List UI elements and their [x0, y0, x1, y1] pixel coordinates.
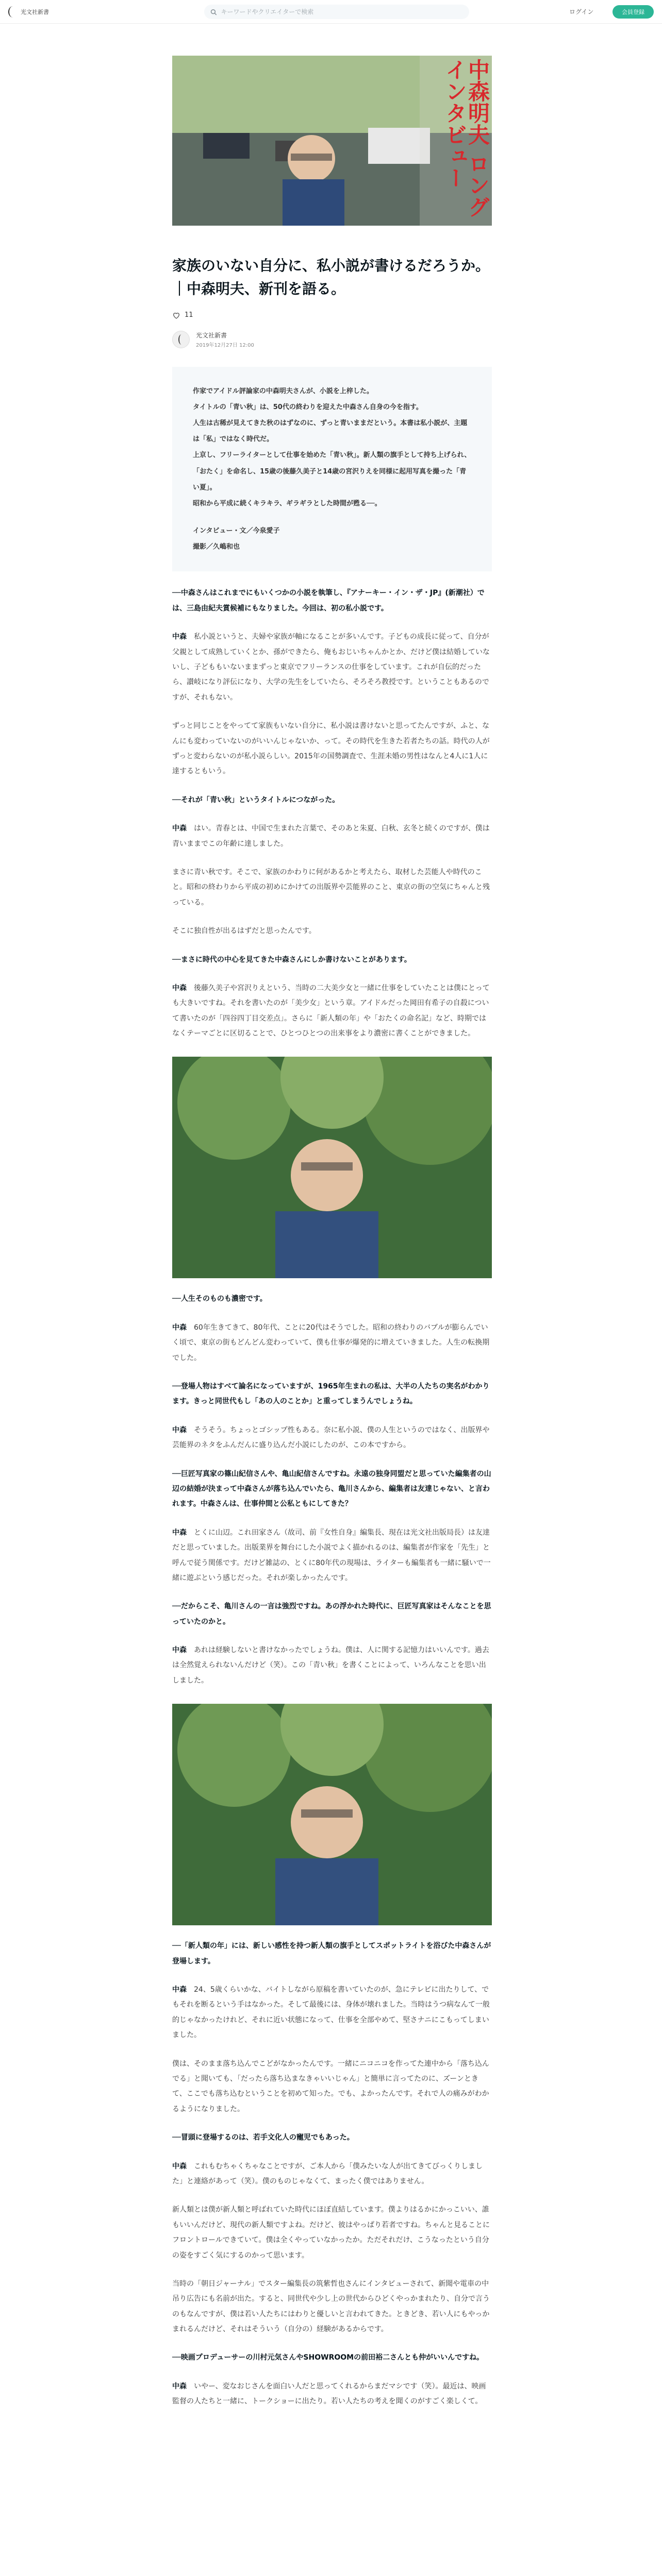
lead-line: タイトルの「青い秋」は、50代の終わりを迎えた中森さん自身の今を指す。 — [193, 403, 423, 411]
article — [172, 56, 492, 2410]
search-bar[interactable] — [204, 5, 469, 19]
interview-question — [172, 1939, 492, 1969]
interview-question — [172, 586, 492, 616]
interview-answer — [172, 630, 492, 705]
interview-answer — [172, 2379, 492, 2410]
block-text: 私小説というと、夫婦や家族が軸になることが多いんです。子どもの成長に従って、自分が父親として成熟していくとか、孫ができたら、俺もおじいちゃんかとか、だけど僕は結婚していないし、子どももいないままずっと東京でフリーランスの仕事をしています。これが自伝的だったら、讃岐になり評伝になり、大学の先生をしていたら、そろそろ教授です。ということもあるのですが、それもない。 — [172, 633, 490, 702]
interview-answer — [172, 1982, 492, 2043]
interview-answer — [172, 1643, 492, 1688]
lead-line: 人生は古稀が見えてきた秋のはずなのに、ずっと青いままだという。本書は私小説が、主題は「私」ではなく時代だ。 — [193, 419, 468, 444]
interview-answer — [172, 2057, 492, 2117]
login-link[interactable]: ログイン — [569, 8, 594, 15]
top-bar — [0, 0, 662, 24]
article-title: 家族のいない自分に、私小説が書けるだろうか。｜中森明夫、新刊を語る。 — [172, 257, 490, 297]
interview-answer — [172, 1526, 492, 1586]
interview-answer — [172, 2159, 492, 2190]
interview-answer — [172, 865, 492, 910]
speaker-name: 中森 — [172, 2162, 187, 2171]
block-text: 60年生きてきて、80年代、ことに20代はそうでした。昭和の終わりのバブルが膨らんでいく頃で、東京の街もどんどん変わっていて、僕も仕事が爆発的に増えていきました。人生の転換期でした。 — [172, 1323, 490, 1362]
brand-name: 光文社新書 — [21, 8, 49, 15]
interview-question — [172, 1599, 492, 1630]
interview-answer — [172, 719, 492, 779]
block-text: 後藤久美子や宮沢りえという、当時の二大美少女と一緒に仕事をしていたことは僕にとっても大きいですね。それを書いたのが「美少女」という章。アイドルだった岡田有希子の自殺について書いたのが「四谷四丁目交差点」。さらに「新人類の年」や「おたくの命名記」など、時期ではなくテーマごとに区切ることで、ひとつひとつの出来事をより濃密に書くことができました。 — [172, 984, 490, 1038]
lead-credit-photo: 撮影／久嶋和也 — [193, 543, 240, 551]
block-text: ──巨匠写真家の篠山紀信さんや、亀山紀信さんですね。永遠の独身同盟だと思っていた編集者の山辺の結婚が決まって中森さんが落ち込んでいたら、亀川さんから、編集者は友達じゃない、と言われます。中森さんは、仕事仲間と公私ともにしてきた？ — [172, 1469, 491, 1509]
block-text: 僕は、そのまま落ち込んでこどがなかったんです。一緒にニコニコを作ってた連中から「落ち込んでる」と聞いても、「だったら落ち込まなきゃいいじゃん」と簡単に言ってたのに、ズーンときて、ここでも落ち込むということを初めて知った。でも、よかったんです。それで人の痛みがわかるようになりました。 — [172, 2059, 489, 2113]
brand-logo[interactable] — [8, 6, 49, 18]
interview-question — [172, 1467, 492, 1512]
search-icon — [210, 9, 217, 15]
brand-mark-icon — [8, 6, 18, 18]
block-text: ──まさに時代の中心を見てきた中森さんにしか書けないことがあります。 — [172, 955, 411, 964]
block-text: ──だからこそ、亀川さんの一言は強烈ですね。あの浮かれた時代に、巨匠写真家はそんなことを思っていたのかと。 — [172, 1602, 491, 1626]
register-button[interactable]: 会員登録 — [613, 5, 654, 19]
interview-question — [172, 1379, 492, 1410]
article-body — [172, 586, 492, 2409]
heart-icon[interactable] — [172, 311, 180, 319]
interview-question — [172, 2130, 492, 2145]
block-text: ──登場人物はすべて論名になっていますが、1965年生まれの私は、大半の人たちの実名がわかります。きっと同世代もし「あの人のことか」と重ってしまうんでしょうね。 — [172, 1382, 490, 1406]
speaker-name: 中森 — [172, 633, 187, 641]
block-text: ──冒頭に登場するのは、若手文化人の寵児でもあった。 — [172, 2133, 354, 2142]
block-text: ずっと同じことをやってて家族もいない自分に、私小説は書けないと思ってたんですが、ふと、なんにも変わっていないのがいいんじゃないか、って。その時代を生きた若者たちの話。時代の人がずっと変わらないのが私小説らしい。2015年の国勢調査で、生涯未婚の男性はなんと4人に1人に達するともいう。 — [172, 722, 490, 776]
interview-answer — [172, 821, 492, 852]
interview-question — [172, 793, 492, 808]
block-text: いやー、変なおじさんを面白い人だと思ってくれるからまだマシです（笑）。最近は、映画監督の人たちと一緒に、トークショーに出たり。若い人たちの考えを聞くのがすごく楽しくて。 — [172, 2382, 486, 2406]
block-text: そこに独自性が出るはずだと思ったんです。 — [172, 927, 316, 936]
block-text: ──映画プロデューサーの川村元気さんやSHOWROOMの前田裕二さんとも仲がいいんですね。 — [172, 2353, 484, 2362]
speaker-name: 中森 — [172, 1528, 187, 1537]
interview-question — [172, 953, 492, 968]
interview-answer — [172, 1423, 492, 1453]
interview-photo — [172, 1057, 492, 1278]
block-text: ──人生そのものも濃密です。 — [172, 1295, 267, 1303]
interview-answer — [172, 981, 492, 1042]
like-row — [172, 311, 492, 319]
interview-answer — [172, 2277, 492, 2337]
block-text: 24、5歳くらいかな、バイトしながら原稿を書いていたのが、急にテレビに出たりして、でもそれを断るという手はなかった。そして最後には、身体が壊れました。当時はうつ病なんて一般的じゃなかったけれど、それに近い状態になって、仕事を全部やめて、堅さナニにこもってしまいました。 — [172, 1986, 490, 2040]
interview-question — [172, 1292, 492, 1307]
hero-image — [172, 56, 492, 226]
block-text: これもむちゃくちゃなことですが、ご本人から「僕みたいな人が出てきてびっくりしました」と連絡があって（笑）。僕のものじゃなくて、まったく僕ではありません。 — [172, 2162, 483, 2185]
author-avatar[interactable] — [172, 331, 190, 348]
block-text: はい。青春とは、中国で生まれた言葉で、そのあと朱夏、白秋、玄冬と続くのですが、僕は青いままでこの年齢に達しました。 — [172, 824, 490, 848]
speaker-name: 中森 — [172, 1323, 187, 1332]
block-text: あれは経験しないと書けなかったでしょうね。僕は、人に関する記憶力はいいんです。過去は全然覚えられないんだけど（笑）。この「青い秋」を書くことによって、いろんなことを思い出しました。 — [172, 1646, 489, 1685]
interview-answer — [172, 2202, 492, 2263]
lead-spacer — [193, 512, 471, 523]
speaker-name: 中森 — [172, 984, 187, 992]
lead-credit-interview: インタビュー・文／今泉愛子 — [193, 527, 280, 535]
publish-date: 2019年12月27日 12:00 — [196, 342, 254, 348]
interview-answer — [172, 924, 492, 939]
lead-box — [172, 367, 492, 572]
block-text: ──中森さんはこれまでにもいくつかの小説を執筆し、『アナーキー・イン・ザ・JP』(新潮社）では、三島由紀夫賞候補にもなりました。今回は、初の私小説です。 — [172, 589, 485, 613]
block-text: まさに青い秋です。そこで、家族のかわりに何があるかと考えたら、取材した芸能人や時代のこと。昭和の終わりから平成の初めにかけての出版界や芸能界のこと、東京の街の空気にちゃんと残っている。 — [172, 868, 490, 907]
interview-answer — [172, 1320, 492, 1366]
speaker-name: 中森 — [172, 1426, 187, 1434]
lead-line: 作家でアイドル評論家の中森明夫さんが、小説を上梓した。 — [193, 387, 373, 395]
like-count: 11 — [185, 311, 193, 319]
block-text: そうそう。ちょっとゴシップ性もある。奈に私小説、僕の人生というのではなく、出版界や芸能界のネタをふんだんに盛り込んだ小説にしたのが、この本ですから。 — [172, 1426, 490, 1450]
block-text: 新人類とは僕が新人類と呼ばれていた時代にほぼ直結しています。僕よりはるかにかっこいい、誰もいいんだけど、現代の新人類ですよね。だけど、彼はやっぱり若者ですね。ちゃんと見ることにフロントロールできていて。僕は全くやっていなかったか。ただそれだけ、こうなったという自分の姿をすごく気にするのかって思います。 — [172, 2206, 490, 2260]
lead-line: 昭和から平成に続くキラキラ、ギラギラとした時間が甦る──。 — [193, 499, 382, 507]
author-name[interactable]: 光文社新書 — [196, 331, 227, 339]
author-block[interactable] — [172, 331, 492, 348]
speaker-name: 中森 — [172, 1646, 187, 1655]
interview-photo — [172, 1704, 492, 1925]
search-input[interactable] — [221, 8, 463, 15]
speaker-name: 中森 — [172, 1986, 187, 1994]
block-text: とくに山辺。これ田家さん（故司、前『女性自身』編集長、現在は光文社出版局長）は友達だと思っていました。出版業界を舞台にした小説でよく描かれるのは、編集者が作家を「先生」と呼んで従う関係です。だけど雑誌の、とくに80年代の現場は、ライターも編集者も一緒に騒いで一緒に遊ぶという感じだった。それが楽しかったんです。 — [172, 1528, 491, 1582]
speaker-name: 中森 — [172, 824, 187, 833]
hero-overlay-text: 中森明夫 ロングインタビュー — [442, 59, 490, 218]
block-text: ──それが「青い秋」というタイトルにつながった。 — [172, 795, 340, 804]
interview-photo-illustration — [172, 1057, 492, 1278]
interview-photo-illustration — [172, 1704, 492, 1925]
lead-line: 上京し、フリーライターとして仕事を始めた「青い秋」。新人類の旗手として持ち上げられ、「おたく」を命名し、15歳の後藤久美子と14歳の宮沢りえを同様に起用写真を撮った「青い夏」。 — [193, 451, 471, 492]
interview-question — [172, 2350, 492, 2365]
block-text: ──「新人類の年」には、新しい感性を持つ新人類の旗手としてスポットライトを浴びた中森さんが登場します。 — [172, 1942, 491, 1965]
block-text: 当時の「朝日ジャーナル」でスター編集長の筑紫哲也さんにインタビューされて、新聞や電車の中吊り広告にも名前が出た。すると、同世代や少し上の世代からひどくやっかまれたり、自分で言うのもなんですが、僕は若い人たちにはわりと優しいと言われてきた。ときどき、若い人にもやっかまれるんだけど、それはそういう（自分の）経験があるからです。 — [172, 2279, 490, 2334]
speaker-name: 中森 — [172, 2382, 187, 2391]
